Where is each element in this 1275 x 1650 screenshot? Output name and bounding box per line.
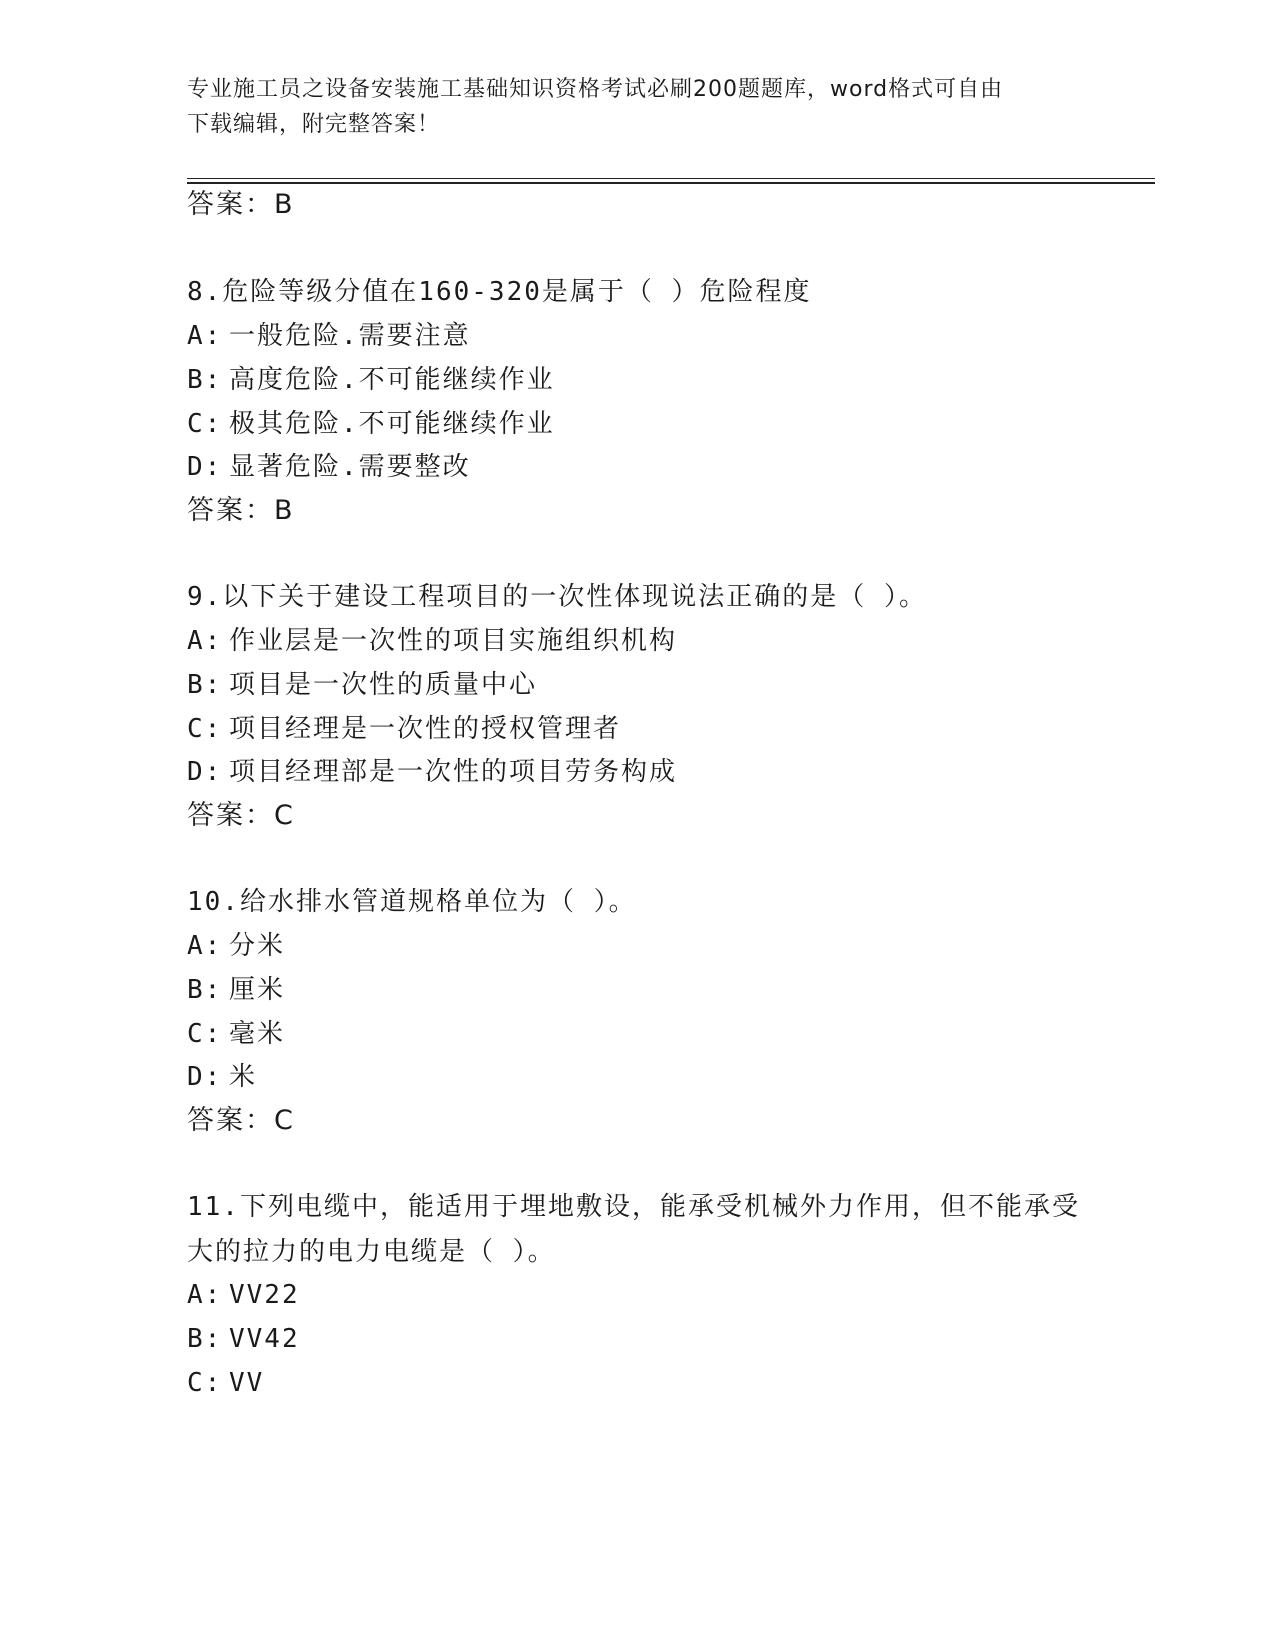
option-text: 厘米 xyxy=(229,975,286,1005)
question-8-answer: 答案：B xyxy=(187,495,295,526)
option-text: 一般危险.需要注意 xyxy=(229,321,471,351)
question-10-option-c xyxy=(187,1016,285,1052)
question-8-text: 8.危险等级分值在160-320是属于（ ）危险程度 xyxy=(187,277,812,307)
question-10-option-a xyxy=(187,928,285,964)
option-key: B: xyxy=(187,975,223,1005)
question-11-option-c xyxy=(187,1365,264,1401)
question-10-option-d xyxy=(187,1059,257,1095)
option-text: 显著危险.需要整改 xyxy=(229,452,471,482)
option-key: B: xyxy=(187,670,223,700)
question-10-option-b xyxy=(187,972,285,1008)
option-text: 毫米 xyxy=(229,1019,286,1049)
document-header xyxy=(187,72,1087,142)
option-key: A: xyxy=(187,1280,223,1310)
option-key: C: xyxy=(187,1019,223,1049)
question-11-option-b xyxy=(187,1321,300,1357)
option-key: B: xyxy=(187,365,223,395)
option-text: VV xyxy=(229,1368,265,1398)
question-9-text: 9.以下关于建设工程项目的一次性体现说法正确的是（ ）。 xyxy=(187,582,927,612)
question-10-text: 10.给水排水管道规格单位为（ ）。 xyxy=(187,887,637,917)
option-text: 高度危险.不可能继续作业 xyxy=(229,365,555,395)
header-divider-thin xyxy=(187,178,1155,179)
header-divider-thick xyxy=(187,182,1155,184)
option-key: B: xyxy=(187,1324,223,1354)
option-text: 极其危险.不可能继续作业 xyxy=(229,409,555,439)
header-line-2: 下载编辑，附完整答案！ xyxy=(187,112,441,137)
question-11-option-a xyxy=(187,1277,300,1313)
option-text: 作业层是一次性的项目实施组织机构 xyxy=(229,626,678,656)
question-9-option-d xyxy=(187,754,677,790)
question-9-option-a xyxy=(187,623,677,659)
option-text: VV22 xyxy=(229,1280,300,1310)
question-8-option-c xyxy=(187,406,555,442)
option-key: D: xyxy=(187,452,223,482)
option-text: VV42 xyxy=(229,1324,300,1354)
option-key: A: xyxy=(187,321,223,351)
option-text: 项目经理部是一次性的项目劳务构成 xyxy=(229,757,678,787)
option-key: C: xyxy=(187,1368,223,1398)
question-8-option-b xyxy=(187,362,555,398)
option-key: C: xyxy=(187,409,223,439)
option-key: A: xyxy=(187,931,223,961)
question-9-answer: 答案：C xyxy=(187,800,295,831)
option-key: A: xyxy=(187,626,223,656)
header-line-1: 专业施工员之设备安装施工基础知识资格考试必刷200题题库，word格式可自由 xyxy=(187,77,1004,102)
question-9-option-c xyxy=(187,711,621,747)
question-11-text: 11.下列电缆中，能适用于埋地敷设，能承受机械外力作用，但不能承受大的拉力的电力电缆是（ ）。 xyxy=(187,1192,1080,1267)
option-key: C: xyxy=(187,714,223,744)
option-text: 项目是一次性的质量中心 xyxy=(229,670,538,700)
option-key: D: xyxy=(187,1062,223,1092)
option-key: D: xyxy=(187,757,223,787)
option-text: 项目经理是一次性的授权管理者 xyxy=(229,714,622,744)
question-8-option-d xyxy=(187,449,471,485)
option-text: 分米 xyxy=(229,931,286,961)
question-10-answer: 答案：C xyxy=(187,1105,295,1136)
question-9-option-b xyxy=(187,667,537,703)
question-8-option-a xyxy=(187,318,471,354)
option-text: 米 xyxy=(229,1062,258,1092)
previous-answer: 答案：B xyxy=(187,189,295,220)
